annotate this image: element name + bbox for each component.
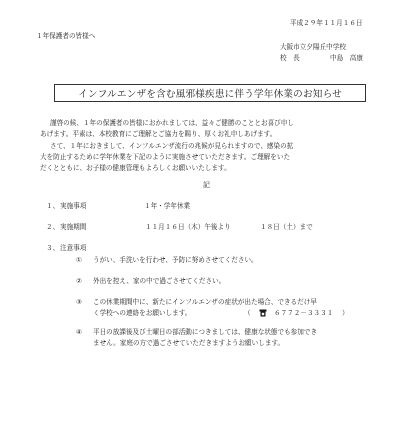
principal-name: 中島 高康 — [330, 54, 363, 62]
note3-mark: ③ — [76, 298, 82, 306]
note3-line1: この休業期間中に、新たにインフルエンザの症状が出た場合、できるだけ早 — [93, 298, 317, 306]
note2-mark: ② — [76, 277, 82, 285]
item2-num: ２、 — [46, 223, 60, 231]
intro-para2-line2: 大を防止するために学年休業を下記のように実施させていただきます。ご理解をいた — [40, 153, 291, 161]
note1-line1: うがい、手洗いを行わせ、予防に努めさせてください。 — [93, 256, 258, 264]
intro-para2-line3: だくとともに、お子様の健康管理もよろしくお願いいたします。 — [40, 164, 231, 172]
note3-line2: く学校への連絡をお願いします。 — [93, 309, 192, 317]
phone-icon — [259, 309, 267, 319]
note3-phone-close: ） — [342, 309, 349, 317]
item1-label: 実施事項 — [60, 202, 87, 210]
item3-label: 注意事項 — [60, 244, 87, 252]
intro-para1-line2: あげます。平素は、本校教育にご理解とご協力を賜り、厚くお礼申しあげます。 — [40, 130, 277, 138]
school-name: 大阪市立夕陽丘中学校 — [280, 43, 346, 51]
item3-num: ３、 — [46, 244, 60, 252]
note3-phone: ６７７２－３３３１ — [274, 309, 334, 317]
note1-mark: ① — [76, 256, 82, 264]
item1-value: １年・学年休業 — [144, 202, 191, 210]
title-box — [54, 84, 366, 102]
note4-line2: ません。家庭の方で過ごさせていただきますようお願いします。 — [93, 339, 285, 347]
phone-icon-svg — [259, 309, 267, 317]
intro-para1-line1: 謹啓の候、１年の保護者の皆様におかれましては、益々ご健勝のこととお喜び申し — [50, 119, 294, 127]
item2-label: 実施期間 — [60, 223, 87, 231]
item1-num: １、 — [46, 202, 60, 210]
principal-title: 校 長 — [280, 54, 300, 62]
note4-mark: ④ — [76, 328, 82, 336]
note4-line1: 平日の放課後及び土曜日の部活動につきましては、健康な状態でも参加でき — [93, 328, 318, 336]
intro-para2-line1: さて、１年におきまして、インフルエンザ流行の兆候が見られますので、感染の拡 — [50, 142, 294, 150]
item2-value-a: １１月１６日（木）午後より — [145, 223, 231, 231]
item2-value-b: １８日（土）まで — [260, 223, 313, 231]
date-line: 平成２９年１１月１６日 — [290, 19, 363, 27]
recipient-line: １年保護者の皆様へ — [36, 32, 96, 40]
ki-heading: 記 — [203, 181, 210, 189]
note3-phone-open: （ — [244, 309, 251, 317]
note2-line1: 外出を控え、家の中で過ごさせてください。 — [93, 277, 226, 285]
document-title: インフルエンザを含む風邪様疾患に伴う学年休業のお知らせ — [78, 89, 342, 100]
